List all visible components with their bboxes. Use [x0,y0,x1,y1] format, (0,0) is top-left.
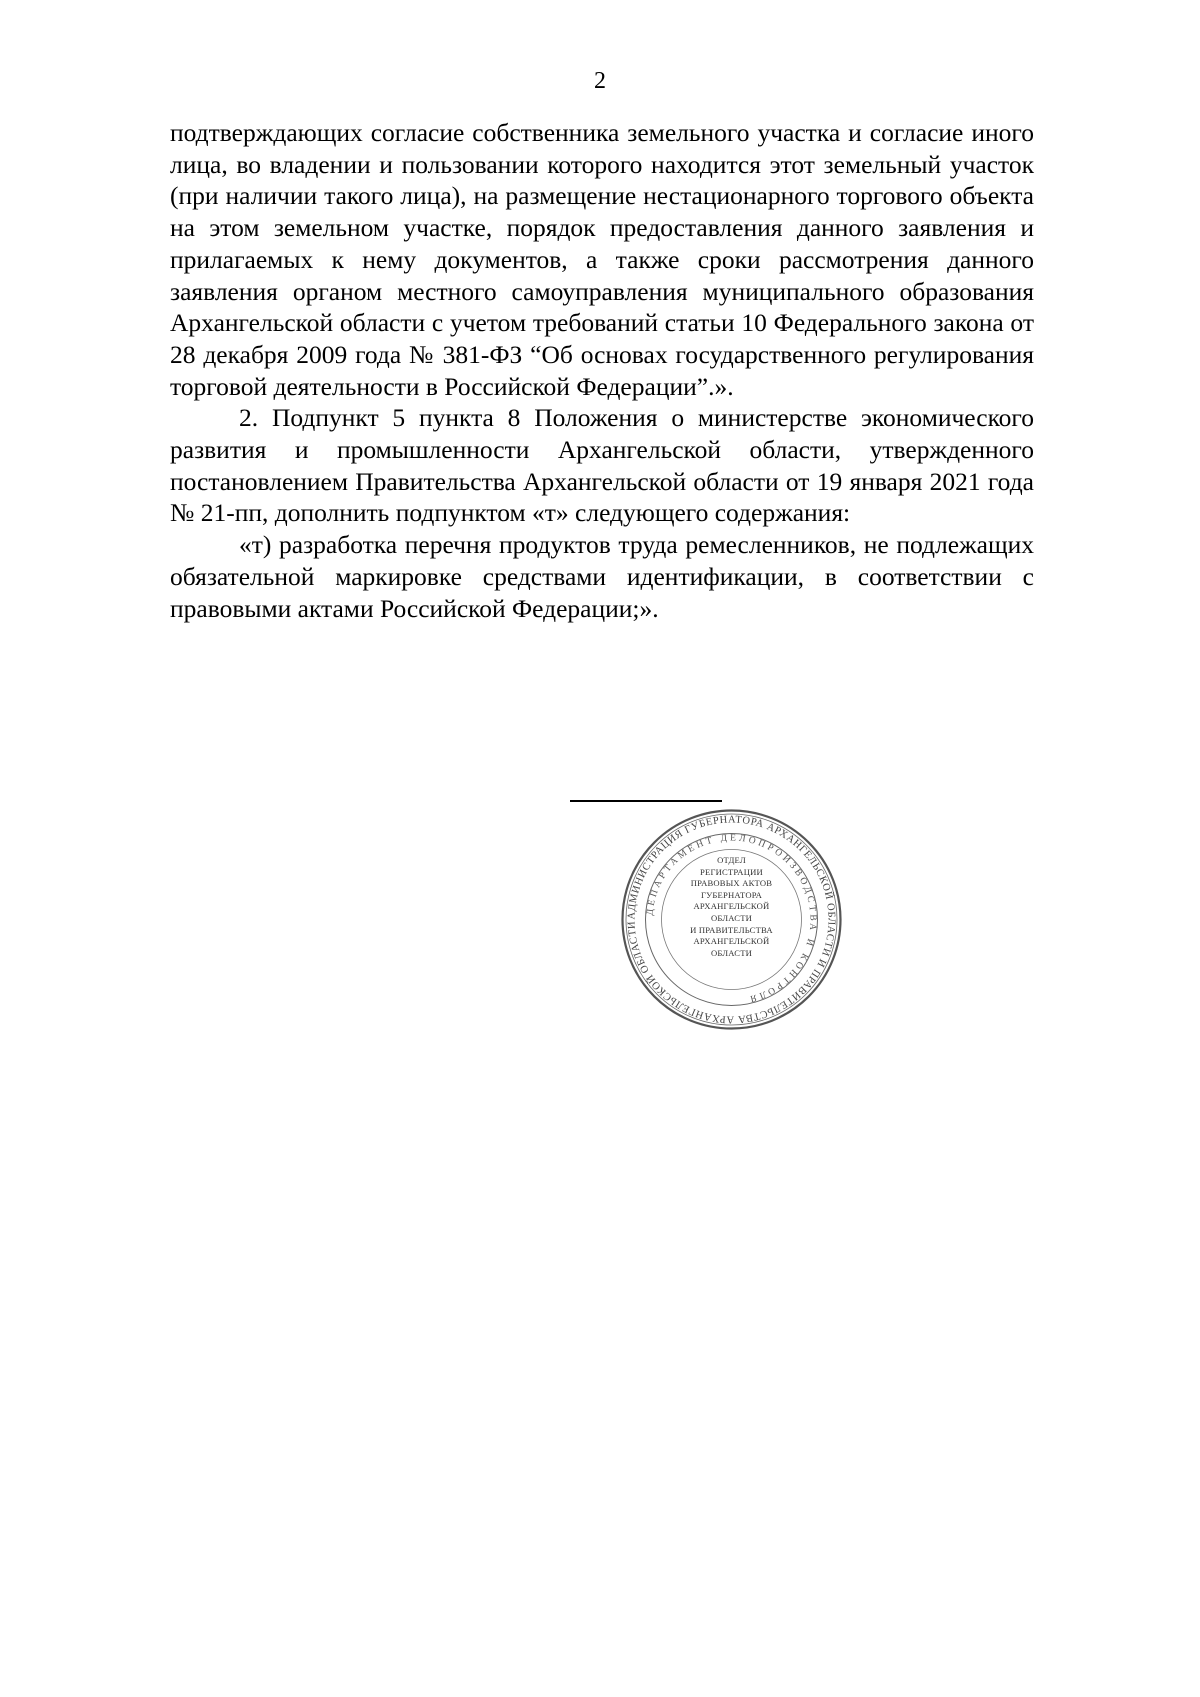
seal-outer-ring-text: АДМИНИСТРАЦИЯ ГУБЕРНАТОРА АРХАНГЕЛЬСКОЙ ОБЛАСТИ И ПРАВИТЕЛЬСТВА АРХАНГЕЛЬСКОЙ ОБЛАСТИ [626,814,837,1025]
paragraph-2: 2. Подпункт 5 пункта 8 Положения о министерстве экономического развития и промышленности Архангельской области, утвержденного постановлением Правительства Архангельской области от 19 января 2021 года № 21-пп, дополнить подпунктом «т» следующего содержания: [170,403,1034,528]
seal-center-line: ОТДЕЛ [717,855,746,865]
seal-center-line: ОБЛАСТИ [710,947,753,958]
seal-center-line: РЕГИСТРАЦИИ [700,866,763,877]
seal-center-line: ГУБЕРНАТОРА [700,889,763,900]
seal-inner-ring-text: ДЕПАРТАМЕНТ ДЕЛОПРОИЗВОДСТВА И КОНТРОЛЯ [645,833,818,1004]
seal-center-line: АРХАНГЕЛЬСКОЙ [693,901,770,912]
paragraph-1: подтверждающих согласие собственника земельного участка и согласие иного лица, во владении и пользовании которого находится этот земельный участок (при наличии такого лица), на размещение нестационарного торгового объекта на этом земельном участке, порядок предоставления данного заявления и прилагаемых к нему документов, а также сроки рассмотрения данного заявления органом местного самоуправления муниципального образования Архангельской области с учетом требований статьи 10 Федерального закона от 28 декабря 2009 года № 381-ФЗ “Об основах государственного регулирования торговой деятельности в Российской Федерации”.». [170,118,1034,401]
seal-center-line: АРХАНГЕЛЬСКОЙ [693,936,770,947]
end-separator-line [570,800,722,802]
seal-center-line: И ПРАВИТЕЛЬСТВА [690,924,773,935]
official-seal-stamp [620,808,843,1031]
seal-center-text [666,855,797,959]
page-number: 2 [594,68,606,94]
paragraph-3: «т) разработка перечня продуктов труда ремесленников, не подлежащих обязательной маркировке средствами идентификации, в соответствии с правовыми актами Российской Федерации;». [170,530,1034,623]
seal-center-line: ОБЛАСТИ [710,912,753,923]
document-body [170,117,1034,624]
seal-center-line: ПРАВОВЫХ АКТОВ [690,878,773,889]
